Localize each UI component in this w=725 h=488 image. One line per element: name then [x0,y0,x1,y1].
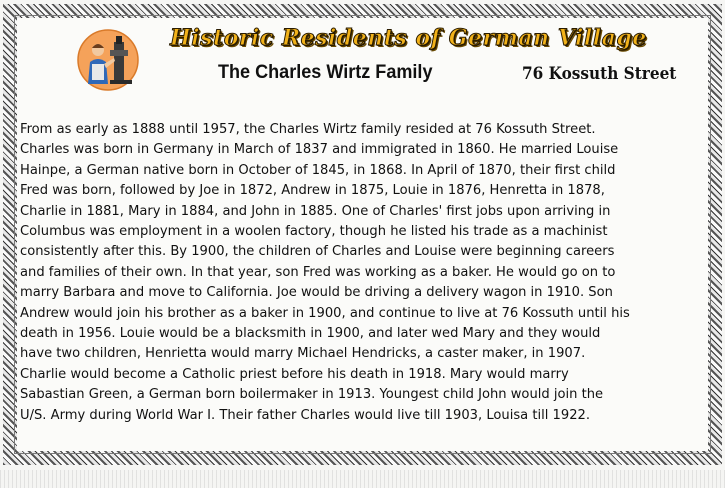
street-address: 76 Kossuth Street [522,64,677,84]
family-title: The Charles Wirtz Family [218,62,433,83]
text-line: death in 1956. Louie would be a blacksmith in 1900, and later wed Mary and they would [20,326,601,342]
text-line: marry Barbara and move to California. Joe would be driving a delivery wagon in 1910. Son [20,285,613,301]
text-line: Sabastian Green, a German born boilermaker in 1913. Youngest child John would join the [20,387,604,403]
text-line: U/S. Army during World War I. Their father Charles would live till 1903, Louisa till 1922. [20,407,591,423]
page-edge-texture [0,470,725,488]
text-line: Fred was born, followed by Joe in 1872, Andrew in 1875, Louie in 1876, Henretta in 1878, [20,183,605,199]
text-line: have two children, Henrietta would marry Michael Hendricks, a caster maker, in 1907. [20,346,586,362]
text-line: and families of their own. In that year, son Fred was working as a baker. He would go on to [20,264,616,280]
history-paragraph [20,120,700,426]
text-line: consistently after this. By 1900, the children of Charles and Louise were beginning careers [20,244,615,260]
craftsman-at-machine-icon [76,28,140,92]
text-line: Charles was born in Germany in March of 1837 and immigrated in 1860. He married Louise [20,142,619,158]
text-line: Columbus was employment in a woolen factory, though he listed his trade as a machinist [20,224,608,240]
text-line: Hainpe, a German native born in October of 1845, in 1868. In April of 1870, their first child [20,162,616,178]
text-line: Charlie would become a Catholic priest before his death in 1918. Mary would marry [20,366,569,382]
text-line: Andrew would join his brother as a baker in 1900, and continue to live at 76 Kossuth until his [20,305,630,321]
text-line: Charlie in 1881, Mary in 1884, and John in 1885. One of Charles' first jobs upon arriving in [20,203,611,219]
text-line: From as early as 1888 until 1957, the Charles Wirtz family resided at 76 Kossuth Street. [20,122,596,137]
series-banner: Historic Residents of German Village [170,25,647,51]
